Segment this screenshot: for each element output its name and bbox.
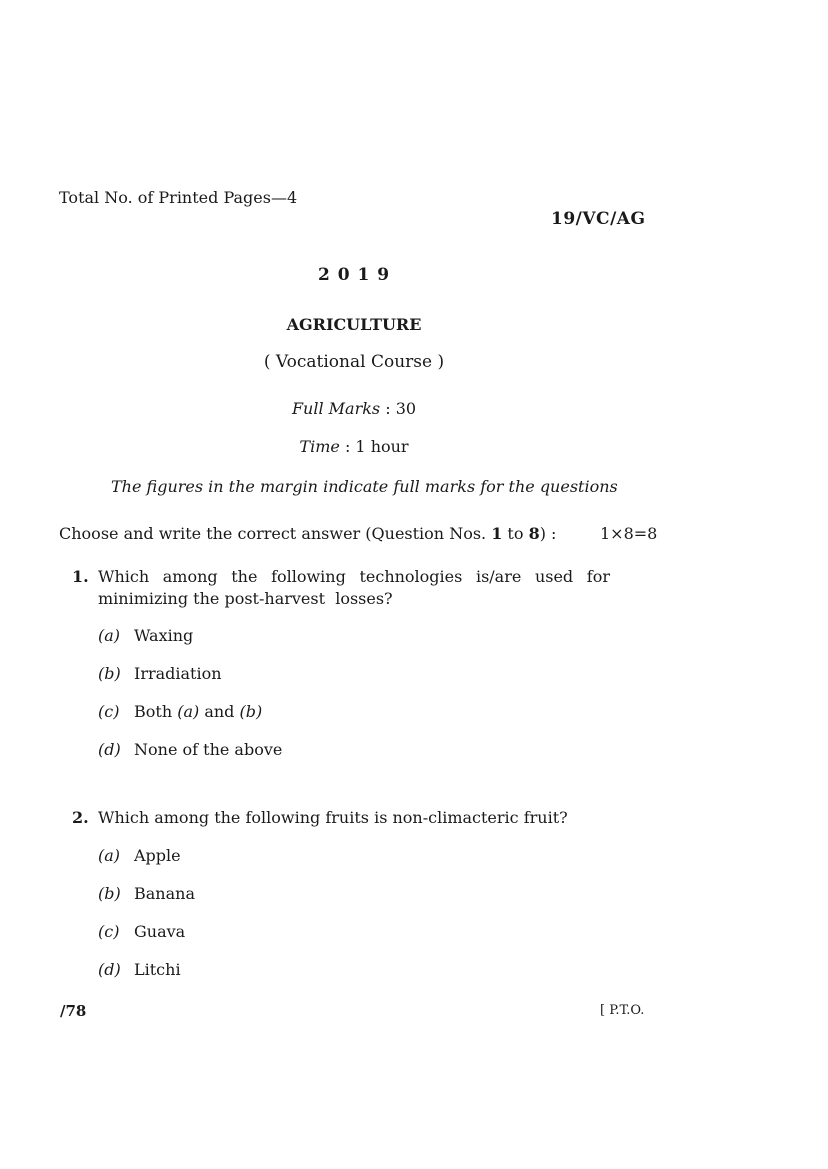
option-letter: (a): [98, 626, 121, 645]
option-ref: (a): [177, 702, 200, 721]
section-instruction: [59, 524, 556, 543]
time-value: : 1 hour: [339, 437, 409, 456]
question-number: 2.: [72, 808, 89, 827]
subject-title: AGRICULTURE: [286, 315, 422, 334]
question-text-line2: minimizing the post-harvest losses?: [98, 589, 393, 608]
word: for: [586, 567, 610, 586]
full-marks: [0, 399, 708, 418]
pto-mark: [ P.T.O.: [600, 1003, 645, 1018]
option-letter: (d): [98, 960, 121, 979]
option-text-part: Both: [134, 702, 178, 721]
word: is/are: [475, 567, 522, 586]
page-code: /78: [60, 1002, 87, 1020]
option-text: Banana: [134, 884, 195, 903]
option-text: Waxing: [134, 626, 194, 645]
exam-year: 2 0 1 9: [317, 265, 391, 285]
word: the: [231, 567, 258, 586]
section-to-word: to: [502, 524, 529, 543]
word: technologies: [359, 567, 463, 586]
full-marks-value: : 30: [380, 399, 417, 418]
full-marks-label: Full Marks: [291, 399, 381, 418]
word: following: [271, 567, 346, 586]
section-suffix: ) :: [539, 524, 557, 543]
section-from: 1: [491, 524, 503, 543]
option-letter: (b): [98, 884, 121, 903]
option-letter: (c): [98, 702, 120, 721]
time-label: Time: [299, 437, 340, 456]
time-allowed: [0, 437, 708, 456]
word: Which: [98, 567, 150, 586]
section-marks: 1×8=8: [600, 524, 658, 543]
total-pages: Total No. of Printed Pages—4: [59, 188, 298, 207]
option-text: Apple: [134, 846, 181, 865]
option-text: Irradiation: [134, 664, 222, 683]
word: used: [534, 567, 574, 586]
paper-code: 19/VC/AG: [551, 209, 646, 229]
question-text-line1: [98, 567, 610, 586]
question-text: Which among the following fruits is non-climacteric fruit?: [98, 808, 568, 827]
option-letter: (a): [98, 846, 121, 865]
word: among: [162, 567, 218, 586]
instruction-text: The figures in the margin indicate full marks for the questions: [111, 477, 618, 496]
option-text: None of the above: [134, 740, 283, 759]
option-letter: (c): [98, 922, 120, 941]
section-to: 8: [528, 524, 540, 543]
course-type: ( Vocational Course ): [263, 352, 445, 372]
section-prefix: Choose and write the correct answer (Question Nos.: [59, 524, 492, 543]
option-text-part: and: [199, 702, 240, 721]
option-text: [134, 702, 262, 721]
question-number: 1.: [72, 567, 89, 586]
option-letter: (b): [98, 664, 121, 683]
option-letter: (d): [98, 740, 121, 759]
option-text: Litchi: [134, 960, 181, 979]
option-text: Guava: [134, 922, 186, 941]
option-ref: (b): [239, 702, 263, 721]
